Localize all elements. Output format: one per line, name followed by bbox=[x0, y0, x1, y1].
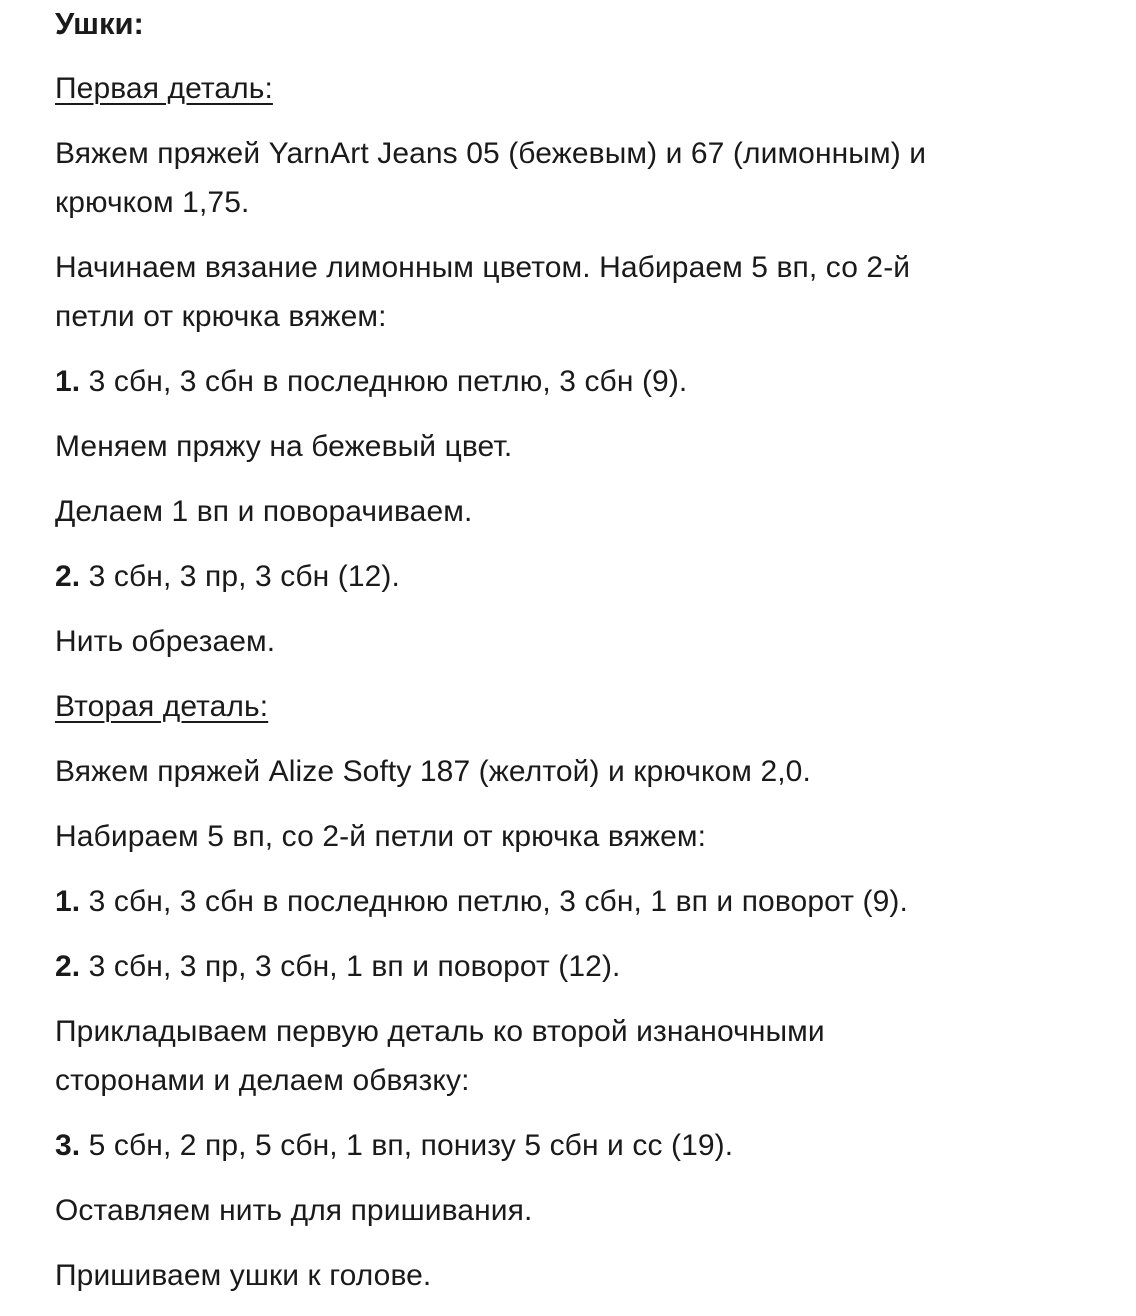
row-text: 3 сбн, 3 сбн в последнюю петлю, 3 сбн (9). bbox=[80, 365, 688, 398]
part2-sew: Пришиваем ушки к голове. bbox=[55, 1259, 432, 1292]
row-text: 3 сбн, 3 пр, 3 сбн (12). bbox=[80, 560, 400, 593]
part2-join-paragraph bbox=[55, 1007, 1115, 1105]
part1-start-paragraph bbox=[55, 243, 1115, 341]
row-text: 5 сбн, 2 пр, 5 сбн, 1 вп, понизу 5 сбн и сс (19). bbox=[80, 1129, 734, 1162]
part2-heading: Вторая деталь: bbox=[55, 690, 269, 723]
document-body bbox=[55, 0, 1115, 1300]
part2-yarn: Вяжем пряжей Alize Softy 187 (желтой) и крючком 2,0. bbox=[55, 755, 811, 788]
part2-start: Набираем 5 вп, со 2-й петли от крючка вяжем: bbox=[55, 820, 707, 853]
row-number: 1. bbox=[55, 365, 81, 398]
row-number: 2. bbox=[55, 560, 81, 593]
part1-yarn-line1: Вяжем пряжей YarnArt Jeans 05 (бежевым) и 67 (лимонным) и bbox=[55, 137, 927, 170]
row-text: 3 сбн, 3 пр, 3 сбн, 1 вп и поворот (12). bbox=[80, 950, 621, 983]
part2-join-line1: Прикладываем первую деталь ко второй изнаночными bbox=[55, 1015, 825, 1048]
part2-leave-thread: Оставляем нить для пришивания. bbox=[55, 1194, 533, 1227]
part1-yarn-paragraph bbox=[55, 129, 1115, 227]
section-title: Ушки: bbox=[55, 6, 144, 41]
part1-turn: Делаем 1 вп и поворачиваем. bbox=[55, 495, 473, 528]
part1-change-yarn: Меняем пряжу на бежевый цвет. bbox=[55, 430, 513, 463]
part2-join-line2: сторонами и делаем обвязку: bbox=[55, 1064, 470, 1097]
part2-row1 bbox=[55, 877, 1115, 926]
part1-yarn-line2: крючком 1,75. bbox=[55, 186, 250, 219]
part1-start-line2: петли от крючка вяжем: bbox=[55, 300, 387, 333]
part1-row2 bbox=[55, 552, 1115, 601]
part1-start-line1: Начинаем вязание лимонным цветом. Набираем 5 вп, со 2-й bbox=[55, 251, 911, 284]
row-number: 2. bbox=[55, 950, 81, 983]
part1-heading: Первая деталь: bbox=[55, 72, 273, 105]
row-number: 1. bbox=[55, 885, 81, 918]
part2-row2 bbox=[55, 942, 1115, 991]
part2-row3 bbox=[55, 1121, 1115, 1170]
row-number: 3. bbox=[55, 1129, 81, 1162]
part1-row1 bbox=[55, 357, 1115, 406]
row-text: 3 сбн, 3 сбн в последнюю петлю, 3 сбн, 1 вп и поворот (9). bbox=[80, 885, 908, 918]
part1-cut: Нить обрезаем. bbox=[55, 625, 276, 658]
